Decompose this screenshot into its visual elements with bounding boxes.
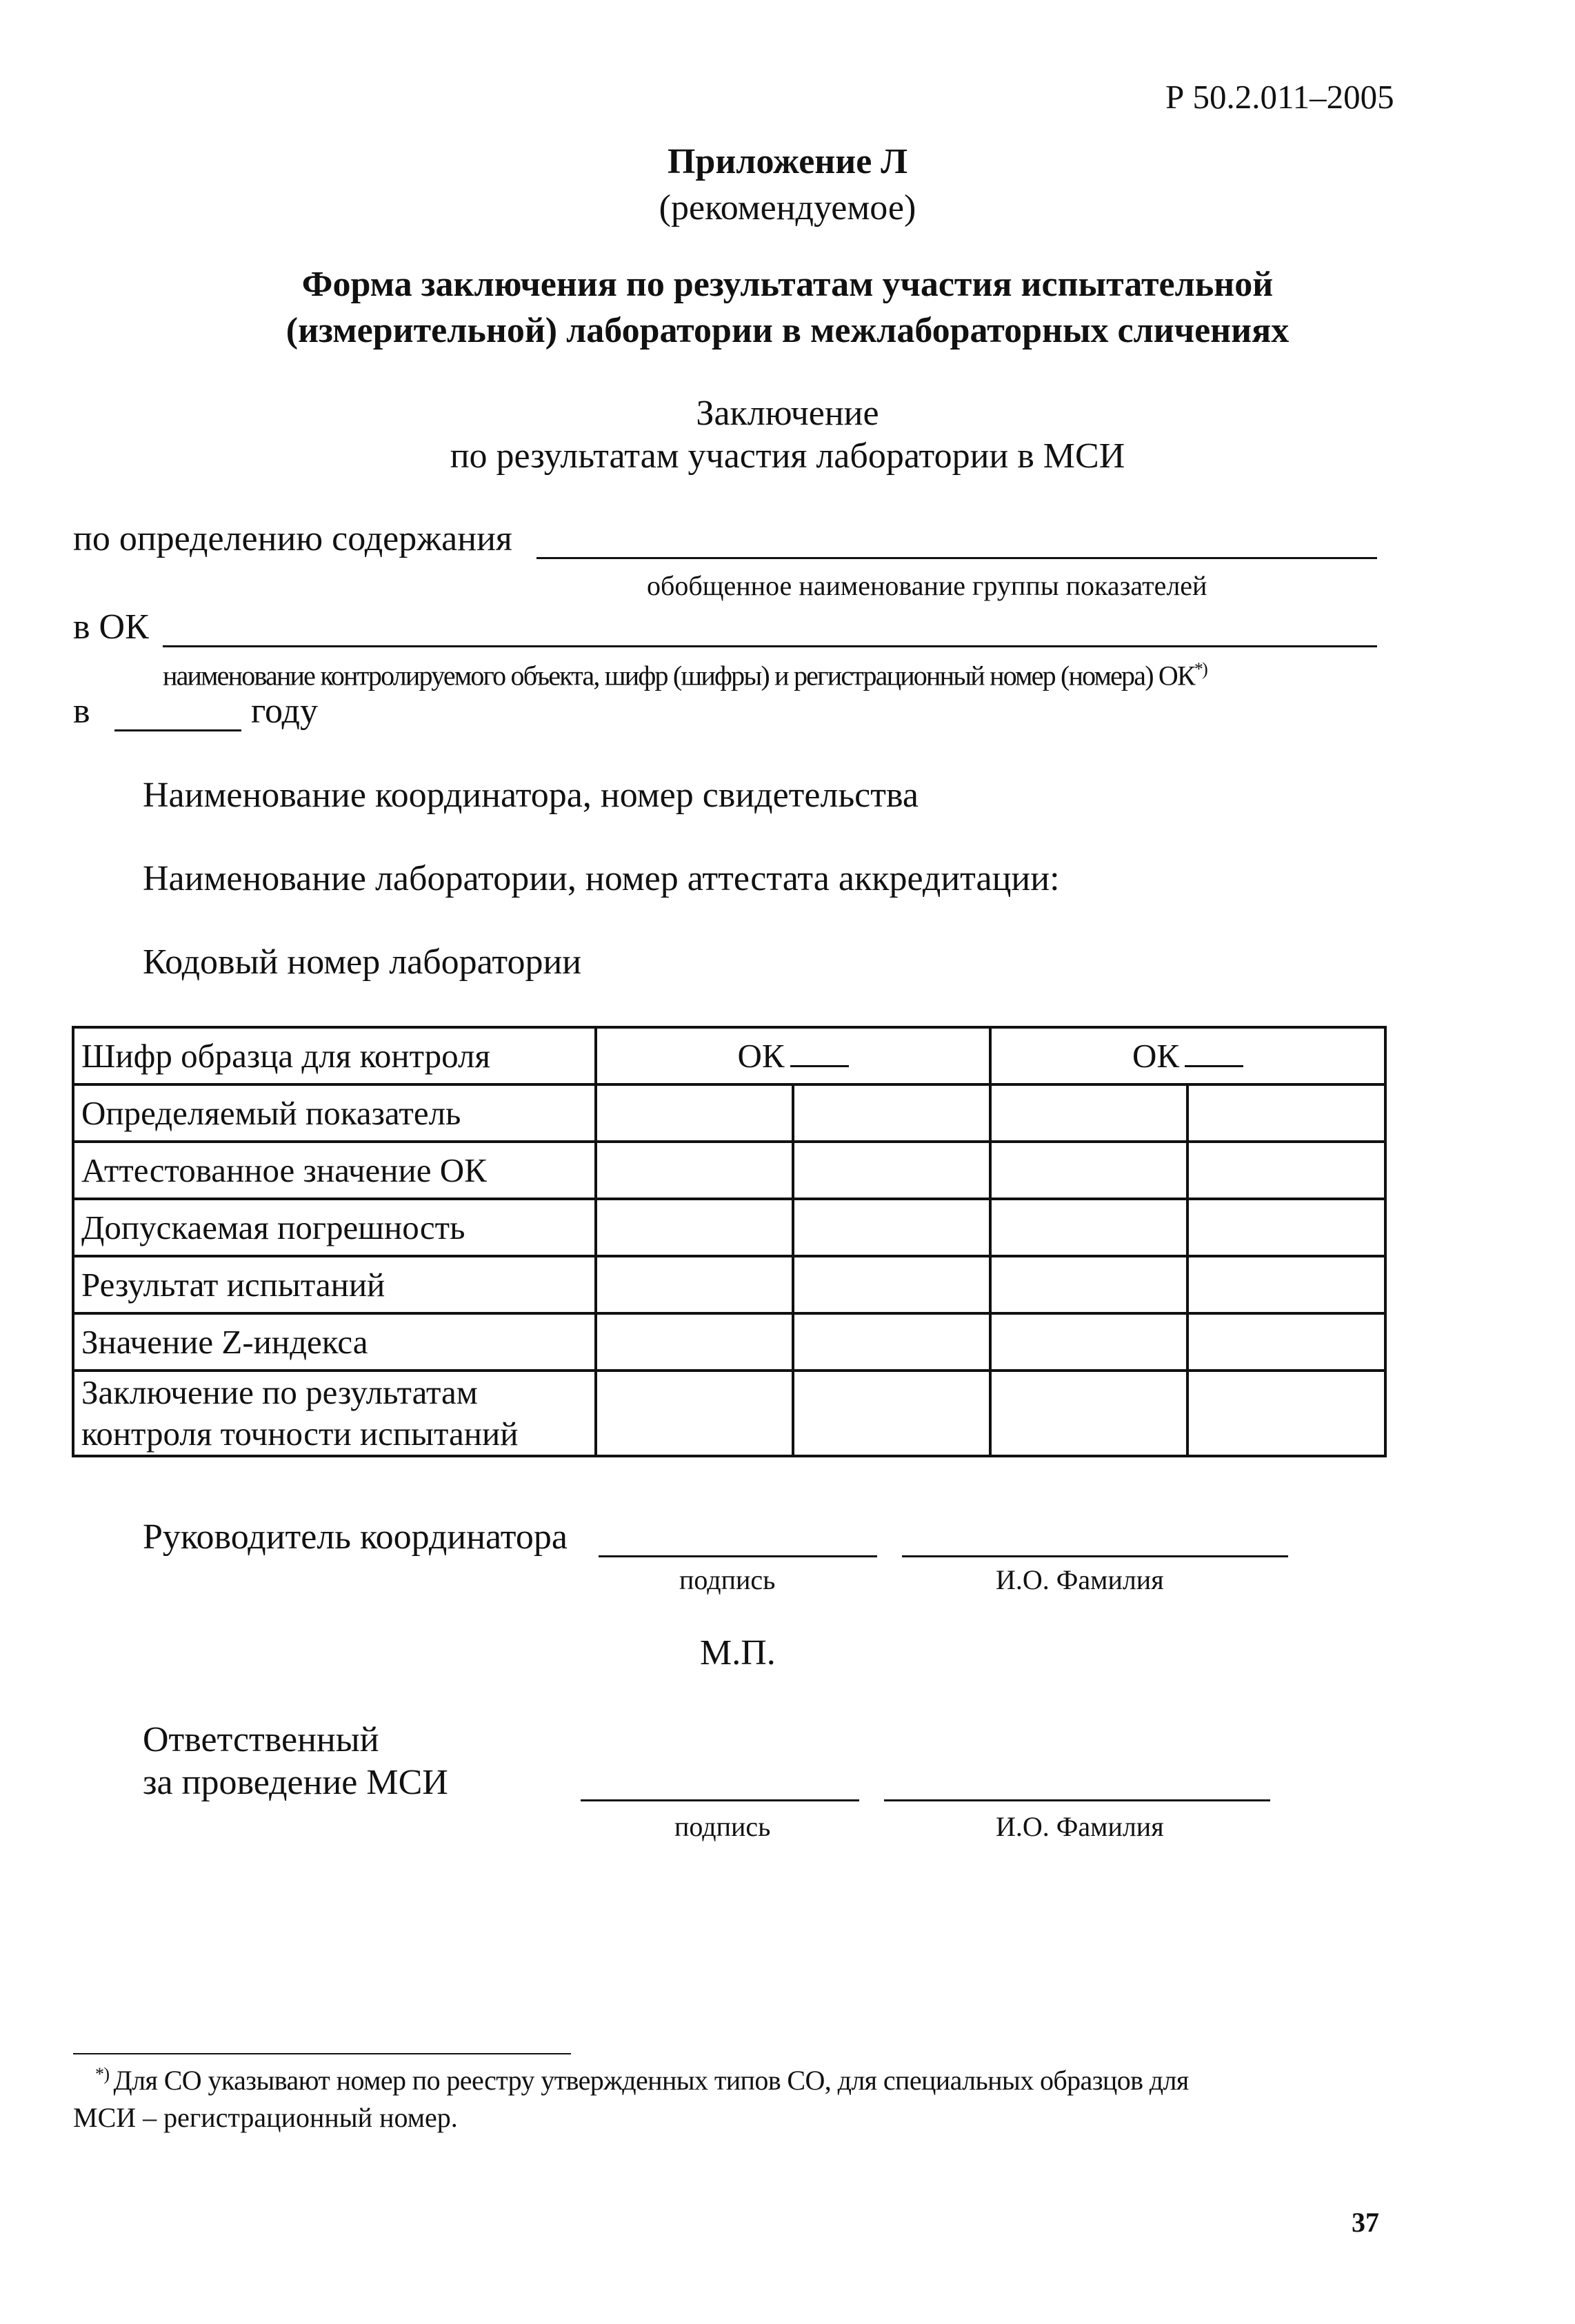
- head-name-line: [902, 1555, 1288, 1557]
- year-suffix: году: [251, 691, 318, 731]
- row-label: Заключение по результатам контроля точности испытаний: [73, 1371, 596, 1456]
- laboratory-info: Наименование лаборатории, номер аттестата аккредитации:: [143, 859, 1060, 898]
- table-cell: [793, 1256, 990, 1313]
- row-label: Результат испытаний: [73, 1256, 596, 1313]
- table-cell: [990, 1142, 1187, 1199]
- table-cell: [596, 1313, 793, 1371]
- row-label: Аттестованное значение ОК: [73, 1142, 596, 1199]
- table-cell: [1187, 1371, 1385, 1456]
- conclusion-title: Заключение: [696, 394, 879, 433]
- page-number: 37: [1352, 2207, 1379, 2238]
- document-number: Р 50.2.011–2005: [1165, 78, 1394, 116]
- table-cell: [596, 1084, 793, 1142]
- table-cell: [793, 1084, 990, 1142]
- responsible-signature-caption: подпись: [674, 1811, 771, 1842]
- ok-blank-line: [163, 645, 1377, 647]
- table-cell: [1187, 1084, 1385, 1142]
- row-label: Определяемый показатель: [73, 1084, 596, 1142]
- table-cell: [793, 1371, 990, 1456]
- stamp-label: М.П.: [700, 1633, 776, 1673]
- head-name-caption: И.О. Фамилия: [996, 1564, 1164, 1595]
- table-row: [73, 1371, 1385, 1456]
- table-cell: [793, 1142, 990, 1199]
- head-signature-line: [599, 1555, 877, 1557]
- year-blank-line: [114, 729, 241, 731]
- responsible-name-caption: И.О. Фамилия: [996, 1811, 1164, 1842]
- table-cell: [1187, 1256, 1385, 1313]
- table-row: [73, 1199, 1385, 1256]
- content-caption: обобщенное наименование группы показателей: [647, 570, 1207, 601]
- footnote-line1: *) Для СО указывают номер по реестру утвержденных типов СО, для специальных образцов для: [95, 2064, 1189, 2096]
- row-label: Значение Z-индекса: [73, 1313, 596, 1371]
- table-cell: [596, 1371, 793, 1456]
- content-label: по определению содержания: [73, 519, 512, 558]
- table-row: [73, 1084, 1385, 1142]
- table-cell: [793, 1199, 990, 1256]
- table-cell: [1187, 1199, 1385, 1256]
- table-header-row: [73, 1027, 1385, 1084]
- responsible-signature-line: [581, 1799, 859, 1801]
- appendix-title: Приложение Л: [667, 142, 908, 181]
- table-cell: [596, 1256, 793, 1313]
- table-cell: [990, 1371, 1187, 1456]
- lab-code-info: Кодовый номер лаборатории: [143, 942, 582, 982]
- table-cell: [990, 1199, 1187, 1256]
- responsible-label-line1: Ответственный: [143, 1720, 379, 1759]
- footnote-line2: МСИ – регистрационный номер.: [73, 2102, 458, 2133]
- form-title-line1: Форма заключения по результатам участия испытательной: [301, 265, 1274, 304]
- ok-label: в ОК: [73, 607, 149, 647]
- coordinator-info: Наименование координатора, номер свидетельства: [143, 776, 919, 815]
- table-cell: [990, 1256, 1187, 1313]
- row-label: Допускаемая погрешность: [73, 1199, 596, 1256]
- table-cell: [990, 1313, 1187, 1371]
- results-table: [72, 1026, 1387, 1457]
- table-row: [73, 1142, 1385, 1199]
- table-row: [73, 1256, 1385, 1313]
- table-header-label: Шифр образца для контроля: [73, 1027, 596, 1084]
- footnote-mark: *): [95, 2064, 110, 2084]
- responsible-name-line: [884, 1799, 1270, 1801]
- appendix-subtitle: (рекомендуемое): [659, 188, 916, 228]
- responsible-label-line2: за проведение МСИ: [143, 1763, 448, 1802]
- table-header-ok2: ОК: [990, 1027, 1385, 1084]
- ok-caption: наименование контролируемого объекта, шифр (шифры) и регистрационный номер (номера) ОК*): [163, 659, 1207, 691]
- table-cell: [1187, 1313, 1385, 1371]
- content-blank-line: [536, 557, 1377, 559]
- table-header-ok1: ОК: [596, 1027, 990, 1084]
- form-title-line2: (измерительной) лаборатории в межлабораторных сличениях: [285, 311, 1290, 350]
- table-cell: [1187, 1142, 1385, 1199]
- table-cell: [990, 1084, 1187, 1142]
- head-label: Руководитель координатора: [143, 1517, 568, 1557]
- ok-caption-footnote-mark: *): [1194, 659, 1207, 679]
- footnote-separator: [73, 2053, 571, 2054]
- head-signature-caption: подпись: [679, 1564, 776, 1595]
- table-row: [73, 1313, 1385, 1371]
- table-cell: [596, 1142, 793, 1199]
- table-cell: [596, 1199, 793, 1256]
- conclusion-subtitle: по результатам участия лаборатории в МСИ: [450, 436, 1125, 476]
- year-prefix: в: [73, 691, 90, 731]
- table-cell: [793, 1313, 990, 1371]
